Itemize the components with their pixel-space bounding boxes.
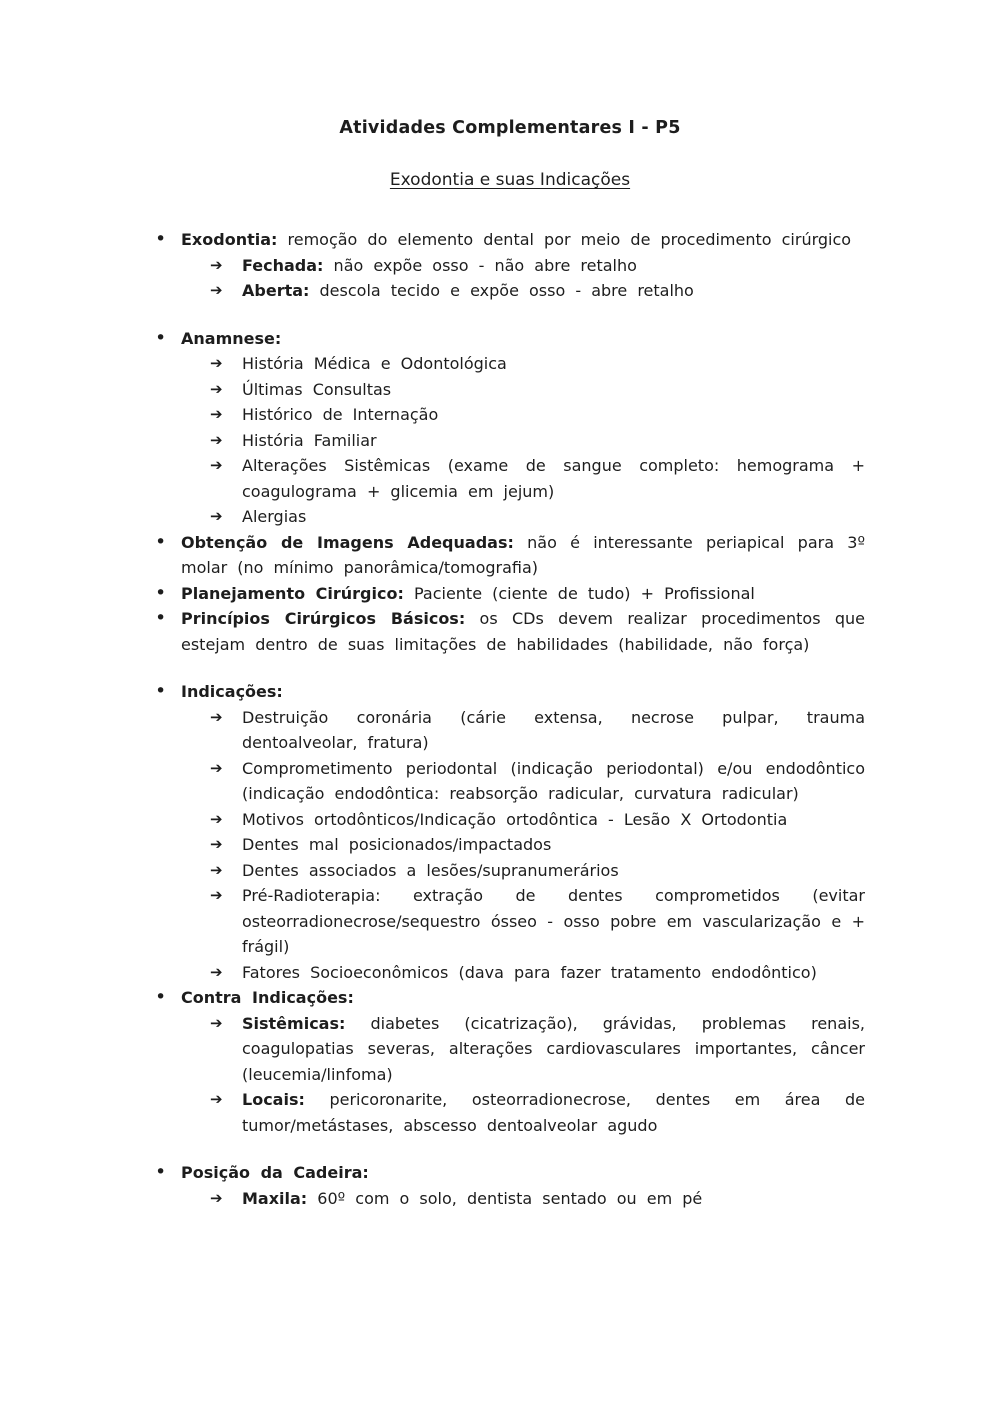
arrow-icon: ➔ — [210, 962, 223, 981]
arrow-icon: ➔ — [210, 860, 223, 879]
subitem-text — [242, 807, 865, 833]
list-item-planejamento — [155, 581, 865, 607]
subitem-value: Alergias — [242, 507, 307, 526]
subitem-value: pericoronarite, osteorradionecrose, dentes em área de tumor/metástases, abscesso dentoalveolar agudo — [242, 1090, 865, 1135]
subitem-label: Maxila: — [242, 1188, 308, 1208]
item-value: não é interessante periapical para 3º molar (no mínimo panorâmica/tomografia) — [181, 532, 865, 577]
item-text — [181, 581, 865, 607]
sub-list-item — [210, 351, 865, 377]
item-label: Posição da Cadeira: — [181, 1163, 369, 1182]
item-text — [181, 985, 865, 1011]
sub-list-item — [210, 960, 865, 986]
item-body — [181, 985, 865, 1138]
subitem-label: Locais: — [242, 1090, 305, 1109]
list-item-indicacoes — [155, 679, 865, 985]
arrow-icon: ➔ — [210, 707, 223, 726]
arrow-icon: ➔ — [210, 379, 223, 398]
item-value: remoção do elemento dental por meio de procedimento cirúrgico — [287, 230, 852, 249]
bullet-dot-icon: • — [155, 581, 167, 604]
sub-list-item — [210, 1186, 865, 1212]
subitem-value: Motivos ortodônticos/Indicação ortodôntica - Lesão X Ortodontia — [242, 809, 788, 829]
item-value: Paciente (ciente de tudo) + Profissional — [413, 583, 755, 603]
bullet-dot-icon: • — [155, 680, 167, 702]
subitem-text — [242, 377, 865, 403]
subitem-value: Últimas Consultas — [242, 379, 392, 399]
item-label: Obtenção de Imagens Adequadas: — [181, 532, 514, 552]
bullet-dot-icon: • — [155, 1161, 167, 1183]
sub-list-item — [210, 705, 865, 756]
sub-list-item — [210, 807, 865, 833]
doc-subtitle: Exodontia e suas Indicações — [389, 170, 631, 190]
item-text — [181, 679, 865, 705]
subitem-value: Alterações Sistêmicas (exame de sangue completo: hemograma + coagulograma + glicemia em jejum) — [242, 456, 865, 501]
sub-list-item — [210, 253, 865, 279]
item-body — [181, 581, 865, 607]
subitem-label: Fechada: — [242, 255, 324, 275]
subitem-value: descola tecido e expõe osso - abre retalho — [319, 281, 694, 300]
list-item-anamnese — [155, 326, 865, 530]
subitem-text — [242, 858, 865, 884]
item-body — [181, 679, 865, 985]
bullet-dot-icon: • — [155, 228, 167, 250]
item-body — [181, 606, 865, 657]
item-label: Contra Indicações: — [181, 988, 354, 1007]
arrow-icon: ➔ — [210, 1090, 223, 1108]
sub-list — [210, 351, 865, 530]
bullet-dot-icon: • — [155, 986, 167, 1008]
item-label: Princípios Cirúrgicos Básicos: — [181, 609, 466, 628]
item-text — [181, 1160, 865, 1186]
sub-list-item — [210, 1087, 865, 1138]
subitem-value: diabetes (cicatrização), grávidas, problemas renais, coagulopatias severas, alterações cardiovasculares importantes, câncer (leucemia/linfoma) — [242, 1013, 865, 1084]
subitem-text — [242, 428, 865, 454]
sub-list-item — [210, 1011, 865, 1088]
subitem-value: Destruição coronária (cárie extensa, necrose pulpar, trauma dentoalveolar, fratura) — [242, 707, 865, 752]
arrow-icon: ➔ — [210, 758, 223, 777]
subitem-text — [242, 705, 865, 756]
sub-list-item — [210, 428, 865, 454]
subitem-value: Histórico de Internação — [242, 405, 439, 424]
sub-list-item — [210, 883, 865, 960]
arrow-icon: ➔ — [210, 405, 223, 423]
arrow-icon: ➔ — [210, 507, 223, 525]
item-label: Planejamento Cirúrgico: — [181, 583, 404, 603]
sub-list-item — [210, 756, 865, 807]
arrow-icon: ➔ — [210, 886, 223, 904]
notes-list — [155, 227, 865, 1211]
subitem-value: Dentes mal posicionados/impactados — [242, 835, 552, 854]
list-item-principios — [155, 606, 865, 657]
bullet-dot-icon: • — [155, 326, 167, 349]
arrow-icon: ➔ — [210, 456, 223, 474]
sub-list-item — [210, 858, 865, 884]
arrow-icon: ➔ — [210, 835, 223, 853]
sub-list-item — [210, 402, 865, 428]
item-value: os CDs devem realizar procedimentos que estejam dentro de suas limitações de habilidades (habilidade, não força) — [181, 609, 865, 654]
item-body — [181, 530, 865, 581]
list-item-posicao-cadeira — [155, 1160, 865, 1211]
sub-list-item — [210, 278, 865, 304]
arrow-icon: ➔ — [210, 1013, 223, 1032]
item-label: Indicações: — [181, 682, 283, 701]
item-label: Anamnese: — [181, 328, 282, 348]
item-text — [181, 530, 865, 581]
subitem-value: Fatores Socioeconômicos (dava para fazer tratamento endodôntico) — [242, 962, 817, 982]
item-body — [181, 227, 865, 304]
subitem-text — [242, 1087, 865, 1138]
sub-list-item — [210, 504, 865, 530]
item-label: Exodontia: — [181, 230, 278, 249]
item-body — [181, 1160, 865, 1211]
subitem-text — [242, 1186, 865, 1212]
subitem-text — [242, 832, 865, 858]
subitem-value: Comprometimento periodontal (indicação periodontal) e/ou endodôntico (indicação endodôntica: reabsorção radicular, curvatura radicular) — [242, 758, 865, 803]
subitem-text — [242, 253, 865, 279]
subitem-value: não expõe osso - não abre retalho — [333, 255, 637, 275]
subitem-text — [242, 402, 865, 428]
item-text — [181, 326, 865, 352]
doc-title: Atividades Complementares I - P5 — [339, 118, 681, 138]
sub-list-item — [210, 453, 865, 504]
item-body — [181, 326, 865, 530]
list-item-obtencao-imagens — [155, 530, 865, 581]
subitem-text — [242, 756, 865, 807]
arrow-icon: ➔ — [210, 430, 223, 449]
subitem-text — [242, 504, 865, 530]
sub-list — [210, 1011, 865, 1139]
subitem-text — [242, 960, 865, 986]
sub-list — [210, 253, 865, 304]
subitem-label: Aberta: — [242, 281, 310, 300]
subitem-value: História Médica e Odontológica — [242, 354, 507, 373]
sub-list-item — [210, 832, 865, 858]
subitem-text — [242, 453, 865, 504]
arrow-icon: ➔ — [210, 354, 223, 372]
item-text — [181, 606, 865, 657]
subitem-value: Dentes associados a lesões/supranumerários — [242, 860, 619, 880]
list-item-exodontia — [155, 227, 865, 304]
subitem-text — [242, 351, 865, 377]
bullet-dot-icon: • — [155, 530, 167, 553]
subitem-label: Sistêmicas: — [242, 1013, 346, 1033]
arrow-icon: ➔ — [210, 809, 223, 828]
sub-list — [210, 1186, 865, 1212]
subitem-value: Pré-Radioterapia: extração de dentes comprometidos (evitar osteorradionecrose/sequestro ósseo - osso pobre em vascularização e + frágil) — [242, 886, 865, 956]
arrow-icon: ➔ — [210, 281, 223, 299]
arrow-icon: ➔ — [210, 255, 223, 274]
item-text — [181, 227, 865, 253]
subitem-text — [242, 278, 865, 304]
subitem-value: 60º com o solo, dentista sentado ou em pé — [317, 1188, 703, 1208]
subitem-text — [242, 1011, 865, 1088]
subitem-text — [242, 883, 865, 960]
sub-list — [210, 705, 865, 986]
sub-list-item — [210, 377, 865, 403]
subitem-value: História Familiar — [242, 430, 377, 450]
bullet-dot-icon: • — [155, 607, 167, 629]
arrow-icon: ➔ — [210, 1188, 223, 1207]
list-item-contra-indicacoes — [155, 985, 865, 1138]
